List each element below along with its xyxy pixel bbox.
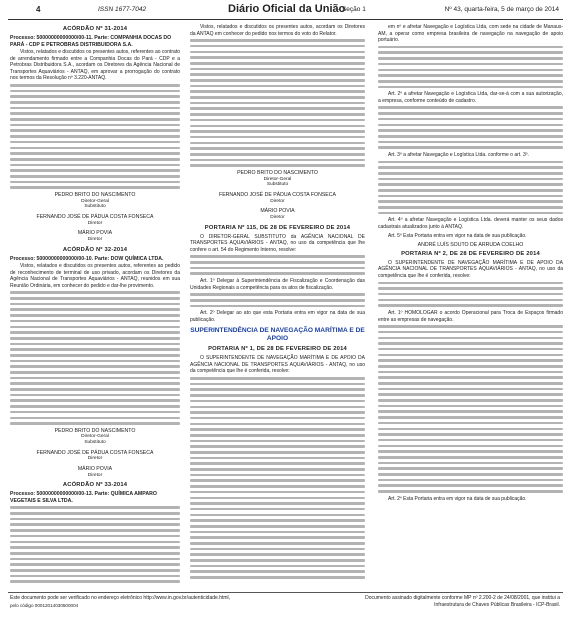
column-3 [378, 24, 563, 589]
text-lines [378, 106, 563, 148]
article-text: Art. 5º Esta Portaria entra em vigor na data de sua publicação. [388, 232, 527, 239]
text-lines [378, 325, 563, 493]
role-sub: Substituto [84, 440, 106, 446]
edition-date: Nº 43, quarta-feira, 5 de março de 2014 [444, 6, 559, 13]
signatory-name: PEDRO BRITO DO NASCIMENTO [54, 427, 136, 434]
text-lines [190, 255, 365, 275]
signature-text: Documento assinado digitalmente conforme MP nº 2.200-2 de 24/08/2001, que institui a [365, 595, 560, 601]
signatory-name: MÁRIO POVIA [77, 466, 113, 473]
column-1 [10, 24, 180, 589]
act-process: Processo: 50000000000000/00-10. Parte: DOW QUÍMICA LTDA. [10, 255, 164, 262]
publication-title: Diário Oficial da União [228, 3, 346, 15]
act-heading: ACÓRDÃO Nº 31-2014 [62, 26, 128, 32]
portaria-text: O SUPERINTENDENTE DE NAVEGAÇÃO MARÍTIMA E DE APOIO DA AGÊNCIA NACIONAL DE TRANSPORTES AQUAVIÁRIOS - ANTAQ, no uso da competência que lhe é conferida, resolve: [378, 259, 563, 279]
signatory-name: ANDRÉ LUÍS SOUTO DE ARRUDA COELHO [417, 242, 524, 249]
signatory-name: MÁRIO POVIA [260, 208, 295, 215]
footer-divider [8, 592, 563, 593]
verification-text: Este documento pode ser verificado no endereço eletrônico http://www.in.gov.br/autenticidade.html, [10, 595, 231, 601]
signatory-role [190, 177, 365, 189]
text-lines [10, 84, 180, 189]
signatory-name: FERNANDO JOSÉ DE PÁDUA COSTA FONSECA [36, 449, 154, 456]
text-lines [190, 39, 365, 167]
section-heading: SUPERINTENDÊNCIA DE NAVEGAÇÃO MARÍTIMA E DE APOIO [190, 327, 365, 343]
text-lines [378, 161, 563, 215]
column-2 [190, 24, 365, 589]
role-sub: Substituto [84, 204, 106, 210]
signatory-role: Diretor [87, 472, 103, 478]
act-text: Vistos, relatados e discutidos os presentes autos, acordam os Diretores da ANTAQ em conhecer do pedido nos termos do voto do Relator. [190, 24, 365, 37]
act-heading: ACÓRDÃO Nº 32-2014 [62, 246, 128, 253]
signature-text-2: Infraestrutura de Chaves Públicas Brasileira - ICP-Brasil. [434, 601, 560, 608]
portaria-heading: PORTARIA Nº 115, DE 28 DE FEVEREIRO DE 2014 [204, 224, 351, 231]
text-lines [190, 377, 365, 579]
article-text: em nº e afretar Navegação e Logística Ltda, com sede na cidade de Manaus-AM, a operar como empresa brasileira de navegação na navegação de apoio portuário. [378, 24, 563, 44]
article-text: Art. 2º a afretar Navegação e Logística Ltda, dar-se-á com a sua autorização, a empresa, conforme conteúdo de cadastro. [378, 91, 563, 104]
article-text: Art. 3º a afretar Navegação e Logística Ltda. conforme o art. 3º. [388, 151, 529, 158]
portaria-heading: PORTARIA Nº 1, DE 28 DE FEVEREIRO DE 2014 [208, 346, 347, 353]
role-sub: Substituto [266, 182, 289, 188]
signatory-role [10, 199, 180, 211]
text-lines [190, 293, 365, 307]
text-lines [378, 282, 563, 307]
text-lines [10, 506, 180, 583]
act-text: Vistos, relatados e discutidos os presentes autos, referentes ao pedido de reconhecimento de terminal de uso privado, acordam os Diretores da Agência Nacional de Transportes Aquaviários - ANTAQ, reunidos em sua Reunião Ordinária, em conhecer do pedido e dar-lhe provimento. [10, 263, 180, 289]
signatory-role: Diretor [87, 456, 103, 462]
role-text: Diretor-Geral [81, 198, 109, 204]
role-text: Diretor-Geral [263, 176, 292, 182]
signatory-role: Diretor [270, 198, 285, 204]
signatory-role: Diretor [87, 236, 103, 242]
act-text: Vistos, relatados e discutidos os presentes autos, referentes ao contrato de arrendamento firmado entre a Companhia Docas do Pará - CDP e a Petrobras Distribuidora S.A., acordam os Diretores da Agência Nacional de Transportes Aquaviários - ANTAQ, em aprovar a prorrogação do contrato nos termos da Resolução nº 3.220-ANTAQ. [10, 49, 180, 82]
issn: ISSN 1677-7042 [98, 6, 147, 13]
section-label: - Seção 1 [338, 6, 366, 13]
act-heading: ACÓRDÃO Nº 33-2014 [62, 482, 128, 489]
article-text: Art. 2º Delegar ao ato que esta Portaria entra em vigor na data de sua publicação. [190, 310, 365, 323]
role-text: Diretor-Geral [81, 434, 109, 440]
signatory-role [10, 434, 180, 446]
portaria-heading: PORTARIA Nº 2, DE 28 DE FEVEREIRO DE 2014 [401, 250, 540, 257]
signatory-name: FERNANDO JOSÉ DE PÁDUA COSTA FONSECA [36, 214, 154, 221]
signatory-name: FERNANDO JOSÉ DE PÁDUA COSTA FONSECA [219, 192, 336, 198]
article-text: Art. 2º Esta Portaria entra em vigor na data de sua publicação. [388, 495, 527, 502]
article-text: Art. 1º Delegar à Superintendência de Fiscalização e Coordenação das Unidades Regionais a competência para os atos de fiscalização. [190, 278, 365, 291]
signatory-role: Diretor [270, 214, 285, 220]
article-text: Art. 1º HOMOLOGAR o acordo Operacional para Troca de Espaços firmado entre as empresas de navegação. [378, 309, 563, 323]
signatory-name: PEDRO BRITO DO NASCIMENTO [237, 170, 318, 176]
portaria-text: O SUPERINTENDENTE DE NAVEGAÇÃO MARÍTIMA E DE APOIO DA AGÊNCIA NACIONAL DE TRANSPORTES AQUAVIÁRIOS - ANTAQ, no uso da competência que lhe é conferida, resolve: [190, 355, 365, 375]
article-text: Art. 4º a afretar Navegação e Logística Ltda. deverá manter os seus dados cadastrais atualizados junto à ANTAQ. [378, 217, 563, 231]
page-number: 4 [36, 5, 41, 14]
text-lines [378, 46, 563, 88]
header-divider [8, 19, 563, 20]
signatory-role: Diretor [87, 220, 103, 226]
verification-code: pelo código 00012014030500004 [10, 602, 79, 608]
footer-verification [10, 595, 270, 608]
signatory-name: PEDRO BRITO DO NASCIMENTO [54, 192, 136, 199]
signatory-name: MÁRIO POVIA [77, 230, 113, 237]
portaria-text: O DIRETOR-GERAL SUBSTITUTO da AGÊNCIA NACIONAL DE TRANSPORTES AQUAVIÁRIOS - ANTAQ, no uso da competência que lhe confere o art. 54 do Regimento Interno, resolve: [190, 233, 365, 253]
page-header [8, 2, 563, 20]
act-process: Processo: 50000000000000/00-11. Parte: COMPANHIA DOCAS DO PARÁ - CDP E PETROBRAS DISTRIBUIDORA S.A. [10, 35, 172, 48]
text-lines [10, 291, 180, 424]
act-process: Processo: 50000000000000/00-13. Parte: QUÍMICA AMPARO VEGETAIS E SILVA LTDA. [10, 491, 157, 504]
footer-signature-note [330, 595, 560, 608]
